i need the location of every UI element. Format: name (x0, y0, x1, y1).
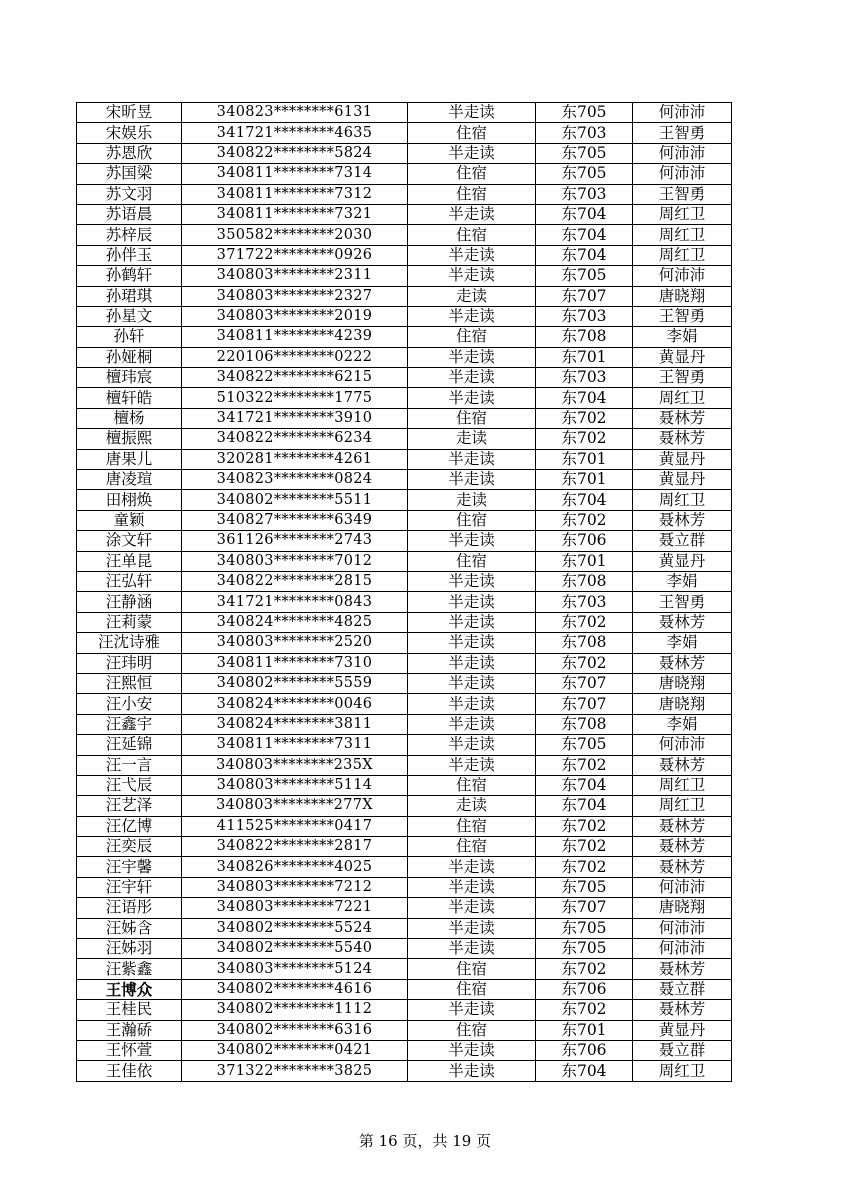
cell-room: 东702 (536, 408, 633, 428)
table-row (77, 918, 732, 938)
cell-teacher: 聂立群 (633, 531, 732, 551)
cell-teacher: 唐晓翔 (633, 694, 732, 714)
cell-id: 340811********7314 (182, 164, 408, 184)
cell-room: 东708 (536, 327, 633, 347)
cell-id: 341721********3910 (182, 408, 408, 428)
cell-type: 半走读 (408, 939, 536, 959)
cell-teacher: 唐晓翔 (633, 898, 732, 918)
cell-room: 东701 (536, 1020, 633, 1040)
table-row (77, 306, 732, 326)
cell-teacher: 聂林芳 (633, 510, 732, 530)
cell-id: 340802********5511 (182, 490, 408, 510)
cell-id: 411525********0417 (182, 816, 408, 836)
cell-teacher: 聂林芳 (633, 612, 732, 632)
cell-id: 340811********7311 (182, 735, 408, 755)
cell-teacher: 李娟 (633, 571, 732, 591)
cell-type: 走读 (408, 490, 536, 510)
cell-type: 半走读 (408, 103, 536, 123)
cell-id: 340802********1112 (182, 1000, 408, 1020)
cell-room: 东704 (536, 1061, 633, 1081)
cell-room: 东705 (536, 143, 633, 163)
cell-name: 汪紫鑫 (77, 959, 182, 979)
cell-id: 340827********6349 (182, 510, 408, 530)
cell-id: 340803********2520 (182, 633, 408, 653)
cell-room: 东701 (536, 470, 633, 490)
cell-name: 汪单昆 (77, 551, 182, 571)
table-row (77, 245, 732, 265)
cell-name: 汪小安 (77, 694, 182, 714)
cell-name: 宋娱乐 (77, 123, 182, 143)
cell-name: 汪莉蒙 (77, 612, 182, 632)
cell-room: 东702 (536, 755, 633, 775)
cell-type: 半走读 (408, 857, 536, 877)
table-row (77, 490, 732, 510)
cell-teacher: 周红卫 (633, 225, 732, 245)
cell-id: 340803********277X (182, 796, 408, 816)
cell-teacher: 周红卫 (633, 388, 732, 408)
cell-name: 汪宇馨 (77, 857, 182, 877)
table-row (77, 959, 732, 979)
cell-type: 住宿 (408, 408, 536, 428)
table-row (77, 143, 732, 163)
cell-room: 东705 (536, 266, 633, 286)
cell-type: 半走读 (408, 388, 536, 408)
cell-teacher: 聂林芳 (633, 429, 732, 449)
cell-teacher: 聂林芳 (633, 857, 732, 877)
cell-room: 东702 (536, 857, 633, 877)
table-row (77, 1020, 732, 1040)
cell-name: 汪宇轩 (77, 877, 182, 897)
cell-teacher: 聂立群 (633, 979, 732, 999)
cell-type: 住宿 (408, 816, 536, 836)
table-row (77, 877, 732, 897)
cell-id: 340803********5124 (182, 959, 408, 979)
cell-type: 住宿 (408, 225, 536, 245)
cell-type: 半走读 (408, 143, 536, 163)
cell-id: 340822********5824 (182, 143, 408, 163)
table-row (77, 653, 732, 673)
cell-type: 半走读 (408, 735, 536, 755)
cell-teacher: 李娟 (633, 714, 732, 734)
cell-type: 半走读 (408, 633, 536, 653)
table-row (77, 694, 732, 714)
cell-name: 檀杨 (77, 408, 182, 428)
cell-teacher: 聂林芳 (633, 653, 732, 673)
cell-room: 东704 (536, 225, 633, 245)
cell-teacher: 王智勇 (633, 184, 732, 204)
cell-room: 东702 (536, 1000, 633, 1020)
cell-teacher: 何沛沛 (633, 164, 732, 184)
cell-id: 340822********6234 (182, 429, 408, 449)
cell-id: 340824********3811 (182, 714, 408, 734)
cell-id: 340803********7221 (182, 898, 408, 918)
cell-teacher: 黄显丹 (633, 470, 732, 490)
cell-type: 走读 (408, 796, 536, 816)
table-row (77, 551, 732, 571)
cell-teacher: 王智勇 (633, 306, 732, 326)
cell-name: 汪沈诗雅 (77, 633, 182, 653)
table-row (77, 531, 732, 551)
cell-teacher: 聂林芳 (633, 959, 732, 979)
table-row (77, 775, 732, 795)
cell-id: 340823********6131 (182, 103, 408, 123)
cell-type: 半走读 (408, 531, 536, 551)
cell-type: 住宿 (408, 1020, 536, 1040)
cell-type: 住宿 (408, 979, 536, 999)
cell-id: 340803********235X (182, 755, 408, 775)
cell-room: 东702 (536, 959, 633, 979)
cell-name: 汪延锦 (77, 735, 182, 755)
cell-name: 唐凌瑄 (77, 470, 182, 490)
table-row (77, 796, 732, 816)
cell-name: 孙珺琪 (77, 286, 182, 306)
cell-room: 东704 (536, 388, 633, 408)
cell-name: 苏恩欣 (77, 143, 182, 163)
cell-room: 东708 (536, 714, 633, 734)
cell-name: 孙星文 (77, 306, 182, 326)
table-row (77, 612, 732, 632)
cell-room: 东703 (536, 592, 633, 612)
cell-name: 孙鹤轩 (77, 266, 182, 286)
cell-room: 东705 (536, 918, 633, 938)
table-row (77, 633, 732, 653)
cell-room: 东705 (536, 164, 633, 184)
cell-teacher: 聂林芳 (633, 816, 732, 836)
cell-name: 王博众 (77, 979, 182, 999)
cell-type: 半走读 (408, 877, 536, 897)
cell-type: 住宿 (408, 123, 536, 143)
cell-name: 孙娅桐 (77, 347, 182, 367)
cell-id: 340803********2327 (182, 286, 408, 306)
table-row (77, 327, 732, 347)
cell-room: 东705 (536, 939, 633, 959)
cell-name: 唐果儿 (77, 449, 182, 469)
cell-type: 走读 (408, 429, 536, 449)
cell-teacher: 周红卫 (633, 245, 732, 265)
cell-id: 510322********1775 (182, 388, 408, 408)
cell-id: 340824********4825 (182, 612, 408, 632)
table-row (77, 184, 732, 204)
cell-teacher: 唐晓翔 (633, 286, 732, 306)
cell-type: 半走读 (408, 266, 536, 286)
cell-room: 东704 (536, 775, 633, 795)
cell-id: 340811********7310 (182, 653, 408, 673)
cell-teacher: 李娟 (633, 327, 732, 347)
cell-name: 汪艺泽 (77, 796, 182, 816)
cell-id: 340802********0421 (182, 1040, 408, 1060)
cell-room: 东705 (536, 877, 633, 897)
cell-name: 苏语晨 (77, 204, 182, 224)
cell-id: 340822********2817 (182, 837, 408, 857)
cell-teacher: 聂林芳 (633, 837, 732, 857)
cell-room: 东705 (536, 103, 633, 123)
cell-type: 半走读 (408, 1000, 536, 1020)
cell-room: 东701 (536, 551, 633, 571)
cell-type: 半走读 (408, 306, 536, 326)
cell-type: 半走读 (408, 653, 536, 673)
cell-name: 童颖 (77, 510, 182, 530)
cell-type: 住宿 (408, 327, 536, 347)
cell-name: 汪鑫宇 (77, 714, 182, 734)
cell-teacher: 聂林芳 (633, 755, 732, 775)
cell-teacher: 王智勇 (633, 123, 732, 143)
cell-type: 住宿 (408, 775, 536, 795)
cell-name: 苏文羽 (77, 184, 182, 204)
cell-name: 檀振熙 (77, 429, 182, 449)
cell-type: 半走读 (408, 898, 536, 918)
cell-name: 苏梓辰 (77, 225, 182, 245)
cell-room: 东704 (536, 796, 633, 816)
cell-id: 340811********4239 (182, 327, 408, 347)
table-row (77, 225, 732, 245)
cell-room: 东702 (536, 429, 633, 449)
cell-room: 东702 (536, 653, 633, 673)
cell-id: 341721********0843 (182, 592, 408, 612)
cell-teacher: 王智勇 (633, 368, 732, 388)
cell-teacher: 黄显丹 (633, 1020, 732, 1040)
table-row (77, 898, 732, 918)
cell-name: 汪熙恒 (77, 673, 182, 693)
cell-name: 田栩焕 (77, 490, 182, 510)
table-row (77, 673, 732, 693)
cell-type: 半走读 (408, 694, 536, 714)
cell-teacher: 聂林芳 (633, 408, 732, 428)
cell-id: 340803********2311 (182, 266, 408, 286)
cell-type: 半走读 (408, 571, 536, 591)
table-row (77, 449, 732, 469)
cell-id: 340826********4025 (182, 857, 408, 877)
cell-type: 半走读 (408, 347, 536, 367)
cell-teacher: 周红卫 (633, 1061, 732, 1081)
table-row (77, 266, 732, 286)
cell-room: 东704 (536, 245, 633, 265)
cell-room: 东702 (536, 510, 633, 530)
cell-room: 东701 (536, 347, 633, 367)
cell-room: 东702 (536, 612, 633, 632)
cell-id: 340803********7212 (182, 877, 408, 897)
cell-teacher: 何沛沛 (633, 143, 732, 163)
cell-teacher: 聂立群 (633, 1040, 732, 1060)
cell-room: 东708 (536, 633, 633, 653)
cell-room: 东702 (536, 837, 633, 857)
cell-name: 汪奕辰 (77, 837, 182, 857)
cell-type: 半走读 (408, 673, 536, 693)
cell-type: 半走读 (408, 1061, 536, 1081)
cell-room: 东703 (536, 123, 633, 143)
cell-type: 走读 (408, 286, 536, 306)
cell-room: 东705 (536, 735, 633, 755)
student-table (76, 102, 732, 1082)
cell-id: 350582********2030 (182, 225, 408, 245)
table-row (77, 979, 732, 999)
cell-room: 东706 (536, 531, 633, 551)
cell-id: 340822********2815 (182, 571, 408, 591)
cell-type: 住宿 (408, 184, 536, 204)
table-row (77, 857, 732, 877)
cell-name: 汪静涵 (77, 592, 182, 612)
cell-teacher: 何沛沛 (633, 939, 732, 959)
cell-type: 住宿 (408, 837, 536, 857)
cell-id: 341721********4635 (182, 123, 408, 143)
cell-name: 王怀萱 (77, 1040, 182, 1060)
cell-name: 汪姊含 (77, 918, 182, 938)
table-row (77, 368, 732, 388)
table-row (77, 735, 732, 755)
table-row (77, 429, 732, 449)
cell-name: 汪玮明 (77, 653, 182, 673)
table-row (77, 103, 732, 123)
table-row (77, 388, 732, 408)
cell-id: 340824********0046 (182, 694, 408, 714)
cell-id: 361126********2743 (182, 531, 408, 551)
cell-id: 340802********4616 (182, 979, 408, 999)
table-row (77, 470, 732, 490)
table-row (77, 592, 732, 612)
table-row (77, 816, 732, 836)
cell-name: 孙轩 (77, 327, 182, 347)
cell-teacher: 李娟 (633, 633, 732, 653)
cell-type: 半走读 (408, 592, 536, 612)
cell-room: 东706 (536, 979, 633, 999)
cell-room: 东706 (536, 1040, 633, 1060)
cell-room: 东707 (536, 286, 633, 306)
cell-room: 东708 (536, 571, 633, 591)
cell-id: 340811********7312 (182, 184, 408, 204)
cell-name: 王桂民 (77, 1000, 182, 1020)
cell-type: 半走读 (408, 1040, 536, 1060)
cell-teacher: 唐晓翔 (633, 673, 732, 693)
cell-name: 宋昕昱 (77, 103, 182, 123)
table-row (77, 1061, 732, 1081)
cell-id: 340802********5540 (182, 939, 408, 959)
table-row (77, 1040, 732, 1060)
cell-teacher: 何沛沛 (633, 103, 732, 123)
cell-id: 340822********6215 (182, 368, 408, 388)
cell-name: 苏国梁 (77, 164, 182, 184)
cell-id: 340803********2019 (182, 306, 408, 326)
table-row (77, 286, 732, 306)
cell-id: 371322********3825 (182, 1061, 408, 1081)
table-row (77, 408, 732, 428)
cell-type: 半走读 (408, 204, 536, 224)
cell-type: 半走读 (408, 245, 536, 265)
cell-room: 东703 (536, 184, 633, 204)
table-row (77, 571, 732, 591)
cell-room: 东704 (536, 204, 633, 224)
cell-teacher: 王智勇 (633, 592, 732, 612)
cell-name: 涂文轩 (77, 531, 182, 551)
cell-name: 汪弘轩 (77, 571, 182, 591)
cell-id: 340803********5114 (182, 775, 408, 795)
cell-room: 东702 (536, 816, 633, 836)
cell-id: 340802********5524 (182, 918, 408, 938)
cell-id: 340802********5559 (182, 673, 408, 693)
cell-room: 东704 (536, 490, 633, 510)
cell-teacher: 周红卫 (633, 490, 732, 510)
table-row (77, 837, 732, 857)
table-row (77, 714, 732, 734)
cell-room: 东703 (536, 368, 633, 388)
cell-room: 东707 (536, 694, 633, 714)
cell-teacher: 何沛沛 (633, 735, 732, 755)
cell-name: 汪弋辰 (77, 775, 182, 795)
cell-id: 371722********0926 (182, 245, 408, 265)
table-row (77, 123, 732, 143)
cell-type: 半走读 (408, 755, 536, 775)
table-row (77, 347, 732, 367)
cell-teacher: 周红卫 (633, 775, 732, 795)
cell-name: 孙伴玉 (77, 245, 182, 265)
cell-id: 320281********4261 (182, 449, 408, 469)
cell-type: 半走读 (408, 470, 536, 490)
table-row (77, 164, 732, 184)
cell-id: 340811********7321 (182, 204, 408, 224)
student-table-body (77, 103, 732, 1082)
page-footer: 第 16 页，共 19 页 (358, 1132, 492, 1150)
cell-teacher: 周红卫 (633, 204, 732, 224)
cell-teacher: 何沛沛 (633, 266, 732, 286)
cell-teacher: 聂林芳 (633, 1000, 732, 1020)
cell-id: 220106********0222 (182, 347, 408, 367)
cell-name: 汪姊羽 (77, 939, 182, 959)
cell-room: 东707 (536, 898, 633, 918)
cell-id: 340803********7012 (182, 551, 408, 571)
cell-name: 王瀚硚 (77, 1020, 182, 1040)
cell-teacher: 何沛沛 (633, 918, 732, 938)
cell-type: 住宿 (408, 959, 536, 979)
table-row (77, 204, 732, 224)
cell-name: 汪一言 (77, 755, 182, 775)
cell-name: 汪语彤 (77, 898, 182, 918)
cell-id: 340823********0824 (182, 470, 408, 490)
cell-type: 半走读 (408, 368, 536, 388)
cell-room: 东707 (536, 673, 633, 693)
cell-name: 檀轩皓 (77, 388, 182, 408)
cell-teacher: 何沛沛 (633, 877, 732, 897)
cell-type: 住宿 (408, 164, 536, 184)
cell-type: 住宿 (408, 551, 536, 571)
cell-type: 住宿 (408, 510, 536, 530)
cell-teacher: 黄显丹 (633, 551, 732, 571)
cell-name: 王佳依 (77, 1061, 182, 1081)
cell-room: 东703 (536, 306, 633, 326)
cell-name: 汪亿博 (77, 816, 182, 836)
cell-room: 东701 (536, 449, 633, 469)
cell-name: 檀玮宸 (77, 368, 182, 388)
cell-type: 半走读 (408, 449, 536, 469)
cell-teacher: 黄显丹 (633, 347, 732, 367)
cell-teacher: 周红卫 (633, 796, 732, 816)
cell-type: 半走读 (408, 612, 536, 632)
table-row (77, 939, 732, 959)
table-row (77, 755, 732, 775)
table-row (77, 1000, 732, 1020)
cell-id: 340802********6316 (182, 1020, 408, 1040)
table-row (77, 510, 732, 530)
cell-type: 半走读 (408, 714, 536, 734)
cell-teacher: 黄显丹 (633, 449, 732, 469)
cell-type: 半走读 (408, 918, 536, 938)
